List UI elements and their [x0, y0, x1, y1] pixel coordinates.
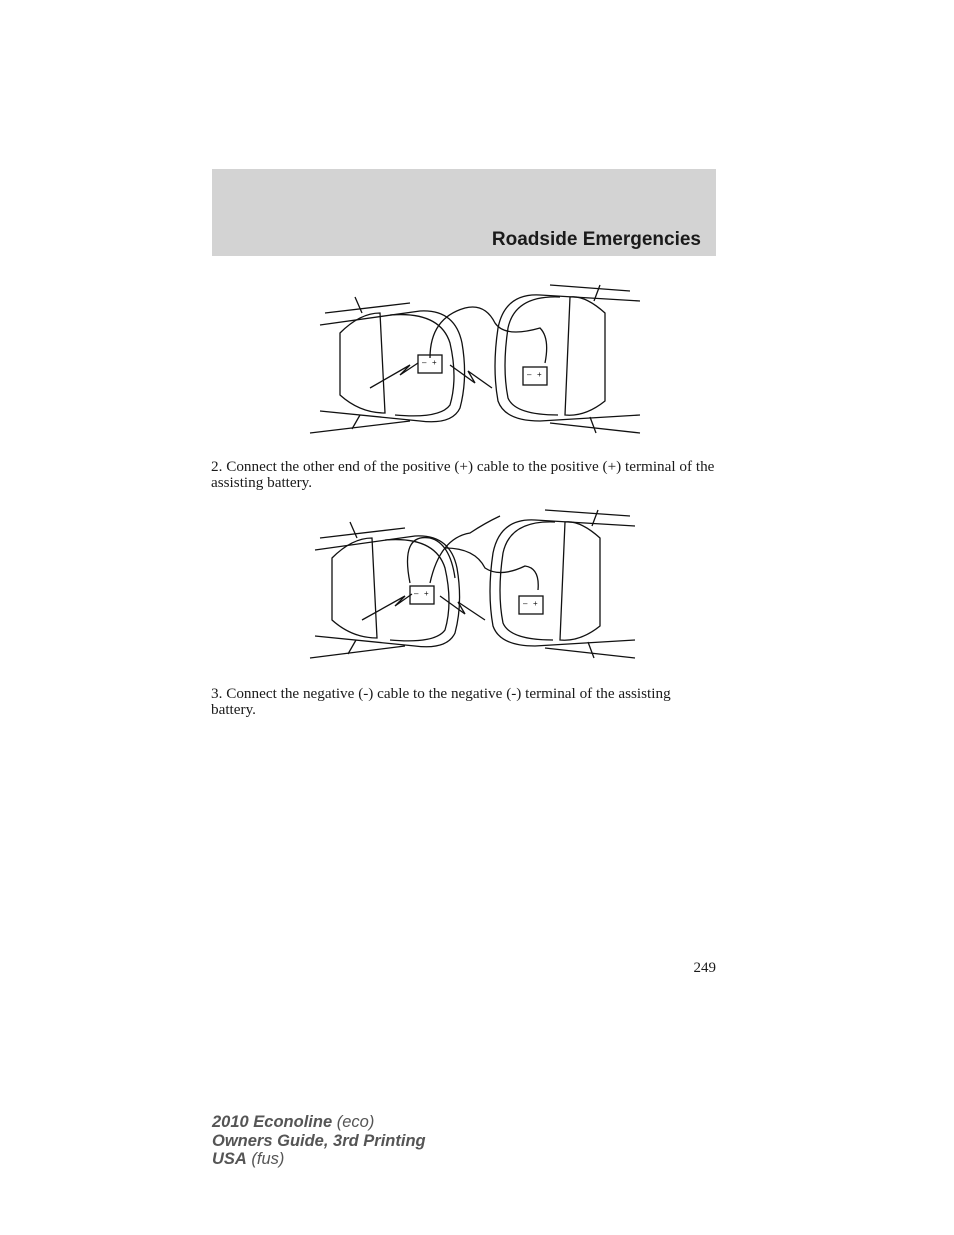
jumper-cable — [430, 307, 547, 363]
footer-line-2: Owners Guide, 3rd Printing — [212, 1131, 426, 1150]
disabled-vehicle — [310, 522, 460, 658]
footer-line-3: USA (fus) — [212, 1150, 285, 1168]
section-header-band — [212, 169, 716, 256]
spark-icon — [450, 365, 492, 388]
spark-icon — [370, 363, 418, 388]
assisting-vehicle — [495, 285, 640, 433]
jump-start-illustration-step-2 — [300, 508, 650, 668]
svg-text:–: – — [527, 370, 532, 379]
assisting-battery — [519, 596, 543, 614]
svg-text:–: – — [523, 599, 528, 608]
step-2-text: 2. Connect the other end of the positive (+) cable to the positive (+) terminal of the assisting battery. — [211, 458, 715, 491]
svg-text:+: + — [537, 370, 542, 379]
svg-text:–: – — [414, 589, 419, 598]
svg-text:+: + — [424, 589, 429, 598]
page-number: 249 — [693, 960, 716, 976]
jumper-cable — [430, 516, 500, 583]
jump-start-illustration-step-1 — [300, 283, 650, 443]
section-title: Roadside Emergencies — [491, 229, 701, 250]
disabled-battery — [410, 586, 434, 604]
assisting-battery — [523, 367, 547, 385]
assisting-vehicle — [490, 510, 635, 658]
spark-icon — [440, 596, 485, 620]
svg-text:–: – — [422, 358, 427, 367]
spark-icon — [362, 594, 412, 620]
step-3-text: 3. Connect the negative (-) cable to the negative (-) terminal of the assisting battery. — [211, 685, 671, 718]
footer-line-1: 2010 Econoline (eco) — [212, 1113, 375, 1131]
svg-text:+: + — [533, 599, 538, 608]
svg-text:+: + — [432, 358, 437, 367]
document-footer — [212, 1113, 426, 1169]
